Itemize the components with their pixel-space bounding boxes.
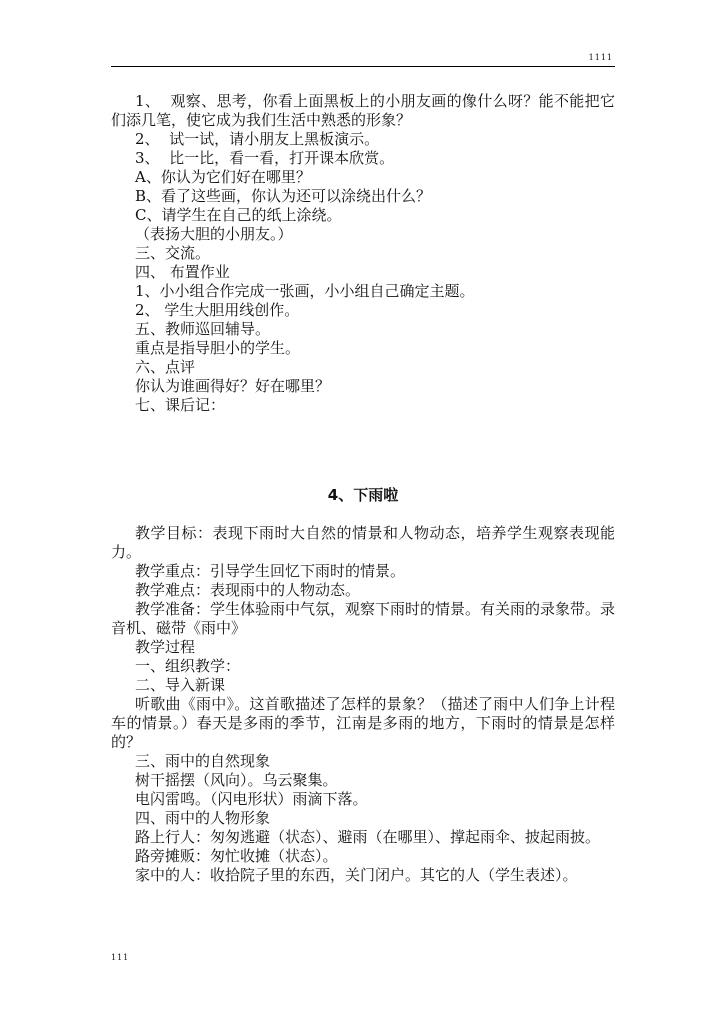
header-rule bbox=[111, 66, 615, 67]
paragraph: 三、雨中的自然现象 bbox=[135, 752, 271, 770]
paragraph: 听歌曲《雨中》。这首歌描述了怎样的景象？（描述了雨中人们争上计程车的情景。）春天是多雨的季节，江南是多雨的地方，下雨时的情景是怎样的？ bbox=[111, 695, 615, 751]
paragraph: 教学过程 bbox=[135, 638, 196, 656]
title-gap bbox=[111, 505, 615, 524]
paragraph: 1、小小组合作完成一张画，小小组自己确定主题。 bbox=[135, 282, 475, 300]
paragraph: 四、雨中的人物形象 bbox=[135, 809, 271, 827]
paragraph: 教学重点：引导学生回忆下雨时的情景。 bbox=[135, 562, 406, 580]
paragraph: B、看了这些画，你认为还可以涂绕出什么？ bbox=[135, 187, 432, 205]
paragraph: 教学目标：表现下雨时大自然的情景和人物动态，培养学生观察表现能力。 bbox=[111, 524, 615, 561]
paragraph: 树干摇摆（风向）。乌云聚集。 bbox=[135, 771, 338, 789]
paragraph: （表扬大胆的小朋友。） bbox=[135, 225, 293, 243]
paragraph: 家中的人：收拾院子里的东西，关门闭户。其它的人（学生表述）。 bbox=[135, 866, 578, 884]
paragraph: 四、 布置作业 bbox=[135, 263, 230, 281]
footer-page-number: 111 bbox=[111, 953, 130, 962]
document-body bbox=[111, 92, 615, 885]
paragraph: 六、点评 bbox=[135, 358, 196, 376]
header-page-number: 1111 bbox=[588, 53, 613, 62]
paragraph: 五、教师巡回辅导。 bbox=[135, 320, 271, 338]
paragraph: 2、 学生大胆用线创作。 bbox=[135, 301, 300, 319]
paragraph: 3、 比一比，看一看，打开课本欣赏。 bbox=[135, 149, 395, 167]
paragraph: 路上行人：匆匆逃避（状态）、避雨（在哪里）、撑起雨伞、披起雨披。 bbox=[135, 828, 601, 846]
paragraph: 你认为谁画得好？好在哪里？ bbox=[135, 377, 331, 395]
paragraph: 一、组织教学： bbox=[135, 657, 241, 675]
paragraph: 重点是指导胆小的学生。 bbox=[135, 339, 301, 357]
paragraph: 教学准备：学生体验雨中气氛，观察下雨时的情景。有关雨的录象带。录音机、磁带《雨中》 bbox=[111, 600, 616, 637]
section-gap bbox=[111, 415, 615, 486]
paragraph: A、你认为它们好在哪里？ bbox=[135, 168, 311, 186]
paragraph: 三、交流。 bbox=[135, 244, 211, 262]
paragraph: 二、导入新课 bbox=[135, 676, 226, 694]
paragraph: 电闪雷鸣。（闪电形状）雨滴下落。 bbox=[135, 790, 368, 808]
paragraph: 七、课后记： bbox=[135, 396, 226, 414]
paragraph: C、请学生在自己的纸上涂绕。 bbox=[135, 206, 342, 224]
paragraph: 路旁摊贩：匆忙收摊（状态）。 bbox=[135, 847, 338, 865]
paragraph: 1、 观察、思考，你看上面黑板上的小朋友画的像什么呀？能不能把它们添几笔，使它成为我们生活中熟悉的形象？ bbox=[111, 92, 615, 129]
lesson-title: 4、下雨啦 bbox=[327, 486, 399, 504]
paragraph: 2、 试一试，请小朋友上黑板演示。 bbox=[135, 130, 380, 148]
paragraph: 教学难点：表现雨中的人物动态。 bbox=[135, 581, 361, 599]
